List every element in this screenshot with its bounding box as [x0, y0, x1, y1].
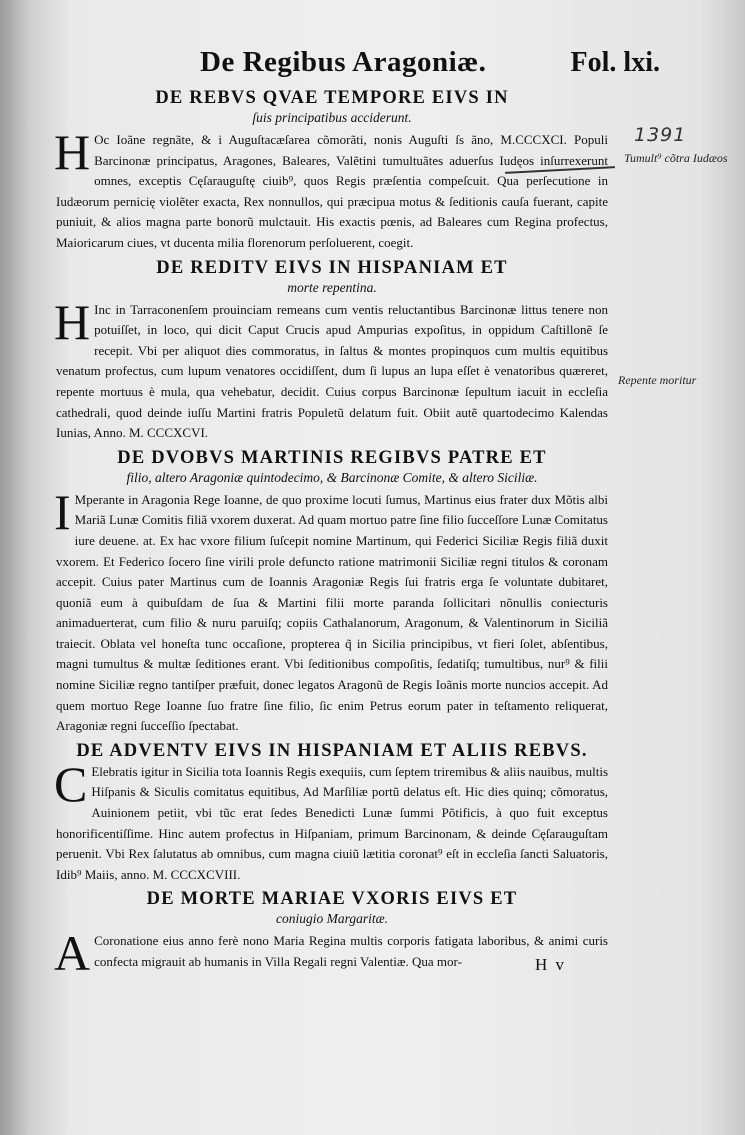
drop-capital: C: [54, 755, 88, 812]
drop-capital: I: [54, 483, 71, 540]
handwritten-year: 1391: [634, 124, 687, 146]
section-subheading: coniugio Margaritæ.: [275, 911, 388, 927]
section-5: [54, 889, 608, 982]
paragraph-text: Mperante in Aragonia Rege Ioanne, de quo proxime locuti ſumus, Martinus eius frater dux Mõtis albi Mariã Lunæ Comitis filiã vxorem duxerat. Ad quam mortuo patre ſine filio ſucceſſore Lunæ Comitatus iure deuene. at. Ex hac vxore filium ſuſcepit nomine Martinum, qui Federici Siciliæ Regis filiã duxit vxorem. Et Federico ſocero ſine virili prole defuncto ratione matrimonii Siciliæ regni titulos & coronam accepit. Cuius pater Martinus cum de Ioannis Aragoniæ Regis ſui fratris erga ſe voluntate dubitaret, quoniã eum à quibuſdam de ſua & Martini filii morte paranda ſollicitari nõnullis coniecturis animaduerterat, cum filio & nuru paruiſq; copiis Cathalanorum, Aragonum, & Valentinorum in Siciliã traiecit. Oblata vel honeſta tunc occaſione, propterea q̃ in Sicilia principibus, vt fieri ſolet, abſentibus, magni tumultus & multæ ſeditiones erant. Vbi ſeditionibus compoſitis, ſedatiſq; tumultibus, nur⁹ & filii nomine Siciliæ regno tantiſper præfuit, donec legatos Aragonũ de Regis Ioãnis morte nuncios accepit. Ad quem mortuo Rege Ioanne ſuo fratre ſine filio, ſic enim Petrus eorum pater in teſtamento reliquerat, Aragoniæ regni ſucceſſio ſpectabat.: [56, 491, 608, 734]
section-paragraph: [54, 925, 608, 982]
page-header: [200, 46, 660, 79]
drop-capital: H: [54, 293, 91, 350]
drop-capital: A: [54, 925, 91, 982]
section-4: [56, 741, 608, 886]
section-2: [56, 258, 608, 444]
section-paragraph: [54, 483, 608, 737]
section-subheading: ſuis principatibus acciderunt.: [252, 110, 412, 125]
folio-number: Fol. lxi.: [570, 47, 660, 78]
section-3: [56, 448, 608, 737]
section-subheading: filio, altero Aragoniæ quintodecimo, & Barcinonæ Comite, & altero Siciliæ.: [126, 469, 538, 485]
section-heading: DE ADVENTV EIVS IN HISPANIAM ET ALIIS REBVS.: [76, 740, 588, 761]
section-heading: DE REBVS QVAE TEMPORE EIVS IN: [155, 88, 509, 108]
paragraph-text: Coronatione eius anno ferè nono Maria Regina multis corporis fatigata laboribus, & animi curis confecta migrauit ab humanis in Villa Regali regni Valentiæ. Qua mor-: [94, 933, 608, 969]
paragraph-text: Inc in Tarraconenſem prouinciam remeans cum ventis reluctantibus Barcinonæ littus tenere non potuiſſet, in loco, qui dicit Caput Crucis apud Ampurias expoſitus, in oppidum Caſtillonẽ ſe recepit. Vbi per aliquot dies commoratus, in ſaltus & montes propinquos cum multis equitibus venatum profectus, cum lupum venatores occidiſſent, dum ſi lupus an lupa eſſet è venatoribus quæreret, repente mortuus è mula, qua vehebatur, decidit. Cuius corpus Barcinonæ ſepultum iacuit in eccleſia cathedrali, quod deinde iuſſu Martini fratris Populetũ delatum fuit. Obiit autẽ quartodecimo Kalendas Iunias, Anno. M. CCCXCVI.: [56, 301, 608, 441]
section-subheading: morte repentina.: [287, 279, 377, 295]
section-paragraph: [54, 124, 608, 254]
section-heading: DE MORTE MARIAE VXORIS EIVS ET: [146, 889, 518, 910]
section-heading: DE DVOBVS MARTINIS REGIBVS PATRE ET: [117, 447, 547, 468]
paragraph-text: Elebratis igitur in Sicilia tota Ioannis Regis exequiis, cum ſeptem triremibus & aliis nauibus, multis Hiſpanis & Siculis comitatus equitibus, Ad Marſiliæ portũ delatus eſt. Hic dies quinq; cõmoratus, Auinionem petiit, vbi tũc erat ſedes Benedicti Lunæ ſummi Põtificis, à quo fuit exceptus honorificentiſſime. Hinc autem profectus in Hiſpaniam, primum Barcinonam, & deinde Cęſarauguſtam peruenit. Vbi Rex ſalutatus ab omnibus, cum magna ciuiũ lætitia coronat⁹ eſt in eccleſia ſancti Saluatoris, Idib⁹ Maiis, anno. M. CCCXCVIII.: [56, 763, 608, 882]
paragraph-text: Oc Ioãne regnãte, & i Auguſtacæſarea cõmorãti, nonis Auguſti ſs ãno, M.CCCXCI. Populi Barcinonæ principatus, Aragones, Baleares, Valẽtini tumultuãtes aduerſus Iudęos inſurrexerunt omnes, exceptis Cęſarauguſtę ciuib⁹, quos Regis præſentia compeſcuit. Qua perſecutione in Iudæorum pernicię violẽter exacta, Rex nonnullos, qui præcipua motus & ſeditionis cauſa fuerant, capite puniuit, & alios magna parte bonorũ mulctauit. His exactis pœnis, ad Baleares cum Regina profectus, Maioricarum ciues, vt ducenta milia florenorum perſoluerent, coegit.: [56, 132, 608, 250]
section-paragraph: [54, 755, 608, 886]
margin-note-death: Repente moritur: [618, 373, 697, 387]
margin-note-tumult: Tumult⁹ cõtra Iudæos: [624, 151, 728, 165]
section-heading: DE REDITV EIVS IN HISPANIAM ET: [156, 257, 508, 278]
signature-mark: H v: [535, 955, 567, 974]
text-column: [54, 84, 608, 982]
running-title: De Regibus Aragoniæ.: [200, 46, 487, 78]
section-paragraph: [54, 293, 608, 444]
section-1: [56, 88, 608, 254]
drop-capital: H: [54, 124, 91, 180]
